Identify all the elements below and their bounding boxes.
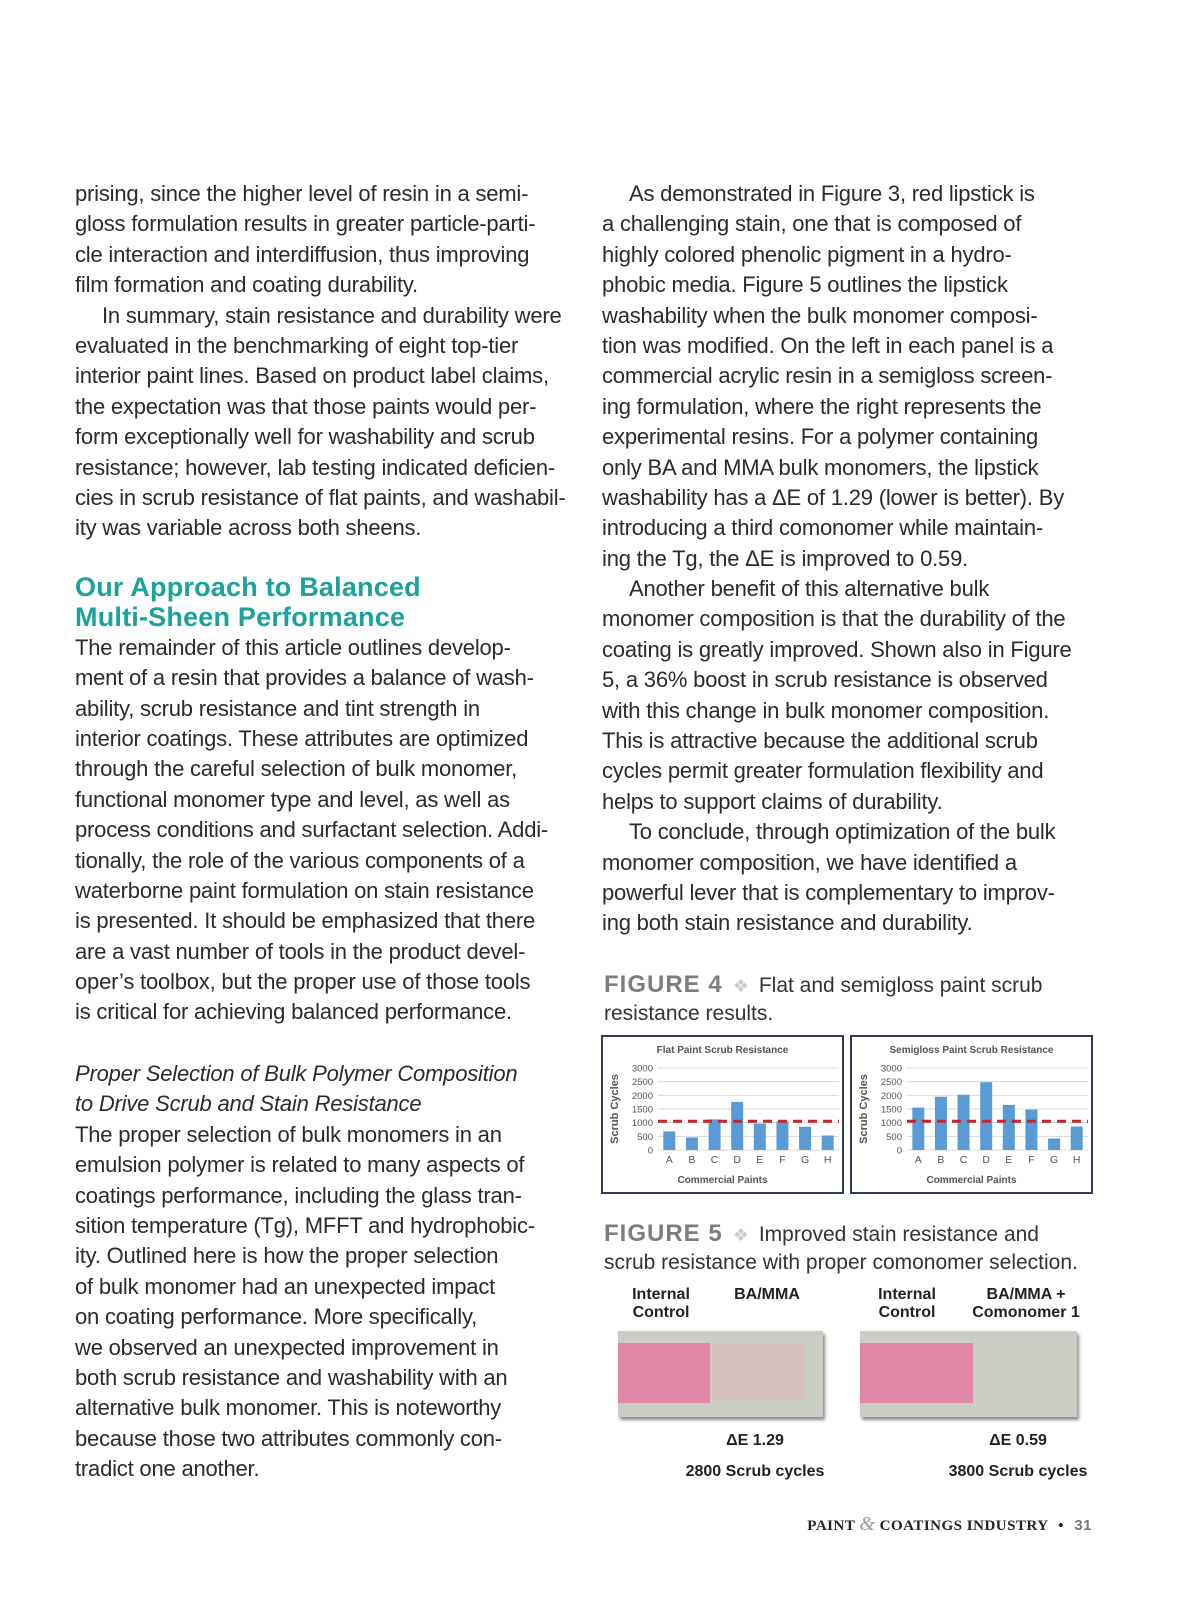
text-line: form exceptionally well for washability and scrub	[75, 424, 535, 450]
text-line: sition temperature (Tg), MFFT and hydrophobic-	[75, 1212, 535, 1238]
text-line: experimental resins. For a polymer containing	[602, 424, 1039, 450]
y-tick-label: 2000	[631, 1090, 653, 1102]
figure-label: FIGURE 4	[604, 971, 723, 998]
text-line: washability when the bulk monomer composi-	[602, 302, 1038, 328]
text-line: highly colored phenolic pigment in a hydro-	[602, 241, 1012, 267]
publication-name: PAINT	[807, 1518, 856, 1534]
x-tick-label: E	[1005, 1154, 1013, 1166]
text-line: prising, since the higher level of resin in a semi-	[75, 181, 529, 206]
text-line: Another benefit of this alternative bulk	[629, 576, 990, 602]
text-line: film formation and coating durability.	[75, 272, 418, 298]
y-tick-label: 2000	[880, 1090, 902, 1102]
y-tick-label: 500	[637, 1131, 653, 1143]
x-tick-label: F	[779, 1154, 786, 1166]
text-line: we observed an unexpected improvement in	[75, 1334, 499, 1360]
text-line: cycles permit greater formulation flexibility and	[602, 758, 1044, 784]
bar	[980, 1082, 992, 1150]
publication-name: COATINGS INDUSTRY	[879, 1518, 1049, 1534]
figure5-caption	[604, 1220, 1078, 1276]
semigloss-paint-chart	[850, 1035, 1093, 1194]
y-tick-label: 1500	[880, 1104, 902, 1116]
y-axis-label: Scrub Cycles	[609, 1074, 621, 1144]
stain-panel-1-image	[618, 1331, 823, 1417]
text-line: The remainder of this article outlines develop-	[75, 634, 511, 660]
x-tick-label: D	[733, 1154, 741, 1166]
page-number: 31	[1074, 1517, 1092, 1534]
ampersand: &	[859, 1513, 876, 1535]
y-tick-label: 0	[896, 1145, 902, 1157]
figure4-caption	[604, 971, 1042, 1027]
text-line: Proper Selection of Bulk Polymer Composition	[75, 1061, 518, 1086]
text-line: waterborne paint formulation on stain resistance	[75, 877, 534, 903]
text-line: emulsion polymer is related to many aspects of	[75, 1152, 525, 1178]
text-line: introducing a third comonomer while maintain-	[602, 515, 1043, 541]
text-line: helps to support claims of durability.	[602, 788, 943, 814]
y-tick-label: 1000	[880, 1118, 902, 1130]
bar	[1003, 1105, 1015, 1150]
text-line: washability has a ΔE of 1.29 (lower is better). By	[602, 484, 1065, 510]
x-tick-label: C	[710, 1154, 719, 1166]
text-line: is critical for achieving balanced performance.	[75, 999, 512, 1025]
y-tick-label: 1500	[631, 1104, 653, 1116]
text-line: This is attractive because the additional scrub	[602, 728, 1038, 754]
bar	[686, 1137, 698, 1150]
x-tick-label: C	[959, 1154, 968, 1166]
text-line: coatings performance, including the glass tran-	[75, 1182, 522, 1208]
text-line: of bulk monomer had an unexpected impact	[75, 1273, 496, 1299]
paragraph	[602, 817, 1072, 939]
y-tick-label: 500	[886, 1131, 902, 1143]
text-line: Our Approach to Balanced	[75, 572, 421, 602]
text-line: ing both stain resistance and durability.	[602, 910, 973, 936]
bar	[935, 1097, 947, 1150]
subheading	[75, 1059, 535, 1120]
x-tick-label: B	[937, 1154, 945, 1166]
stain-panel-2-image	[860, 1331, 1077, 1417]
text-line: ment of a resin that provides a balance of wash-	[75, 665, 534, 691]
text-line: As demonstrated in Figure 3, red lipstick is	[629, 181, 1035, 206]
text-line: commercial acrylic resin in a semigloss screen-	[602, 363, 1053, 389]
text-line: both scrub resistance and washability with an	[75, 1364, 508, 1390]
text-line: ity. Outlined here is how the proper selection	[75, 1243, 499, 1269]
text-line: ing the Tg, the ΔE is improved to 0.59.	[602, 545, 969, 571]
flat-paint-chart	[601, 1035, 844, 1194]
text-line: cies in scrub resistance of flat paints, and washabil-	[75, 484, 566, 510]
caption-text: scrub resistance with proper comonomer selection.	[604, 1251, 1078, 1274]
text-line: powerful lever that is complementary to improv-	[602, 879, 1055, 905]
page-footer	[807, 1513, 1092, 1536]
text-line: because those two attributes commonly con-	[75, 1425, 502, 1451]
text-line: interior coatings. These attributes are optimized	[75, 725, 529, 751]
ornament-icon: ❖	[732, 1225, 749, 1245]
text-line: functional monomer type and level, as well as	[75, 786, 510, 812]
chart-title: Flat Paint Scrub Resistance	[656, 1045, 789, 1056]
text-line: oper’s toolbox, but the proper use of those tools	[75, 969, 531, 995]
x-tick-label: F	[1028, 1154, 1035, 1166]
bar	[1071, 1126, 1083, 1150]
caption-text: resistance results.	[604, 1002, 774, 1025]
text-line: evaluated in the benchmarking of eight top-tier	[75, 332, 519, 358]
x-tick-label: D	[982, 1154, 990, 1166]
bar	[709, 1119, 721, 1150]
x-tick-label: G	[800, 1154, 810, 1166]
paragraph	[75, 633, 548, 1028]
y-tick-label: 1000	[631, 1118, 653, 1130]
paragraph	[75, 179, 566, 301]
ornament-icon: ❖	[732, 976, 749, 996]
text-line: tion was modified. On the left in each panel is a	[602, 332, 1054, 358]
text-line: coating is greatly improved. Shown also in Figure	[602, 636, 1072, 662]
text-line: on coating performance. More specifically,	[75, 1304, 478, 1330]
y-tick-label: 3000	[880, 1063, 902, 1075]
x-axis-label: Commercial Paints	[677, 1175, 768, 1186]
x-tick-label: G	[1049, 1154, 1059, 1166]
bullet: •	[1058, 1518, 1065, 1534]
panel1-left-label: Internal Control	[632, 1286, 690, 1321]
caption-text: Improved stain resistance and	[758, 1223, 1039, 1246]
caption-text: Flat and semigloss paint scrub	[758, 974, 1043, 997]
text-line: alternative bulk monomer. This is noteworthy	[75, 1395, 502, 1421]
y-tick-label: 2500	[631, 1077, 653, 1089]
text-line: a challenging stain, one that is composed of	[602, 211, 1022, 237]
y-tick-label: 3000	[631, 1063, 653, 1075]
figure-label: FIGURE 5	[604, 1220, 723, 1247]
section-heading	[75, 572, 548, 633]
bar	[731, 1102, 743, 1150]
text-line: ing formulation, where the right represents the	[602, 393, 1042, 419]
x-tick-label: H	[823, 1154, 832, 1166]
text-line: tionally, the role of the various components of a	[75, 847, 525, 873]
left-column-section	[75, 572, 548, 1028]
y-tick-label: 2500	[880, 1077, 902, 1089]
left-column-subsection	[75, 1059, 535, 1484]
right-column	[602, 179, 1072, 939]
text-line: through the careful selection of bulk monomer,	[75, 756, 518, 782]
x-tick-label: A	[665, 1154, 673, 1166]
bar	[754, 1123, 766, 1150]
text-line: process conditions and surfactant selection. Addi-	[75, 817, 549, 843]
panel2-left-label: Internal Control	[878, 1286, 936, 1321]
text-line: only BA and MMA bulk monomers, the lipstick	[602, 454, 1039, 480]
y-tick-label: 0	[647, 1145, 653, 1157]
bar	[776, 1121, 788, 1150]
panel1-scrub-cycles: 2800 Scrub cycles	[685, 1463, 825, 1480]
bar	[912, 1108, 924, 1150]
bar	[822, 1136, 834, 1150]
text-line: monomer composition, we have identified a	[602, 849, 1017, 875]
text-line: monomer composition is that the durability of the	[602, 606, 1066, 632]
paragraph	[75, 1120, 535, 1485]
text-line: the expectation was that those paints would per-	[75, 393, 537, 419]
x-tick-label: A	[914, 1154, 922, 1166]
text-line: interior paint lines. Based on product label claims,	[75, 363, 549, 389]
text-line: cle interaction and interdiffusion, thus improving	[75, 241, 530, 267]
x-tick-label: E	[756, 1154, 764, 1166]
text-line: To conclude, through optimization of the bulk	[629, 819, 1056, 845]
text-line: In summary, stain resistance and durability were	[102, 302, 562, 328]
panel2-right-label: BA/MMA + Comonomer 1	[972, 1286, 1080, 1321]
text-line: tradict one another.	[75, 1456, 260, 1482]
text-line: The proper selection of bulk monomers in an	[75, 1121, 502, 1147]
text-line: ity was variable across both sheens.	[75, 515, 422, 541]
bar	[1025, 1110, 1037, 1150]
text-line: with this change in bulk monomer composition.	[602, 697, 1050, 723]
panel2-delta-e: ΔE 0.59	[989, 1432, 1047, 1449]
y-axis-label: Scrub Cycles	[858, 1074, 870, 1144]
text-line: ability, scrub resistance and tint strength in	[75, 695, 480, 721]
bar	[663, 1131, 675, 1150]
bar	[799, 1127, 811, 1150]
text-line: 5, a 36% boost in scrub resistance is observed	[602, 667, 1048, 693]
text-line: gloss formulation results in greater particle-parti-	[75, 211, 536, 237]
panel2-scrub-cycles: 3800 Scrub cycles	[948, 1463, 1088, 1480]
paragraph	[602, 179, 1072, 574]
paragraph	[75, 301, 566, 544]
paragraph	[602, 574, 1072, 817]
x-tick-label: H	[1072, 1154, 1081, 1166]
left-column	[75, 179, 566, 544]
text-line: to Drive Scrub and Stain Resistance	[75, 1091, 422, 1117]
text-line: are a vast number of tools in the product devel-	[75, 938, 526, 964]
panel1-right-label: BA/MMA	[734, 1286, 800, 1303]
text-line: phobic media. Figure 5 outlines the lipstick	[602, 272, 1008, 298]
bar	[1048, 1139, 1060, 1150]
panel1-delta-e: ΔE 1.29	[726, 1432, 784, 1449]
chart-title: Semigloss Paint Scrub Resistance	[889, 1045, 1054, 1056]
text-line: is presented. It should be emphasized that there	[75, 908, 536, 934]
text-line: resistance; however, lab testing indicated deficien-	[75, 454, 555, 480]
x-tick-label: B	[688, 1154, 696, 1166]
x-axis-label: Commercial Paints	[926, 1175, 1017, 1186]
text-line: Multi-Sheen Performance	[75, 602, 406, 633]
